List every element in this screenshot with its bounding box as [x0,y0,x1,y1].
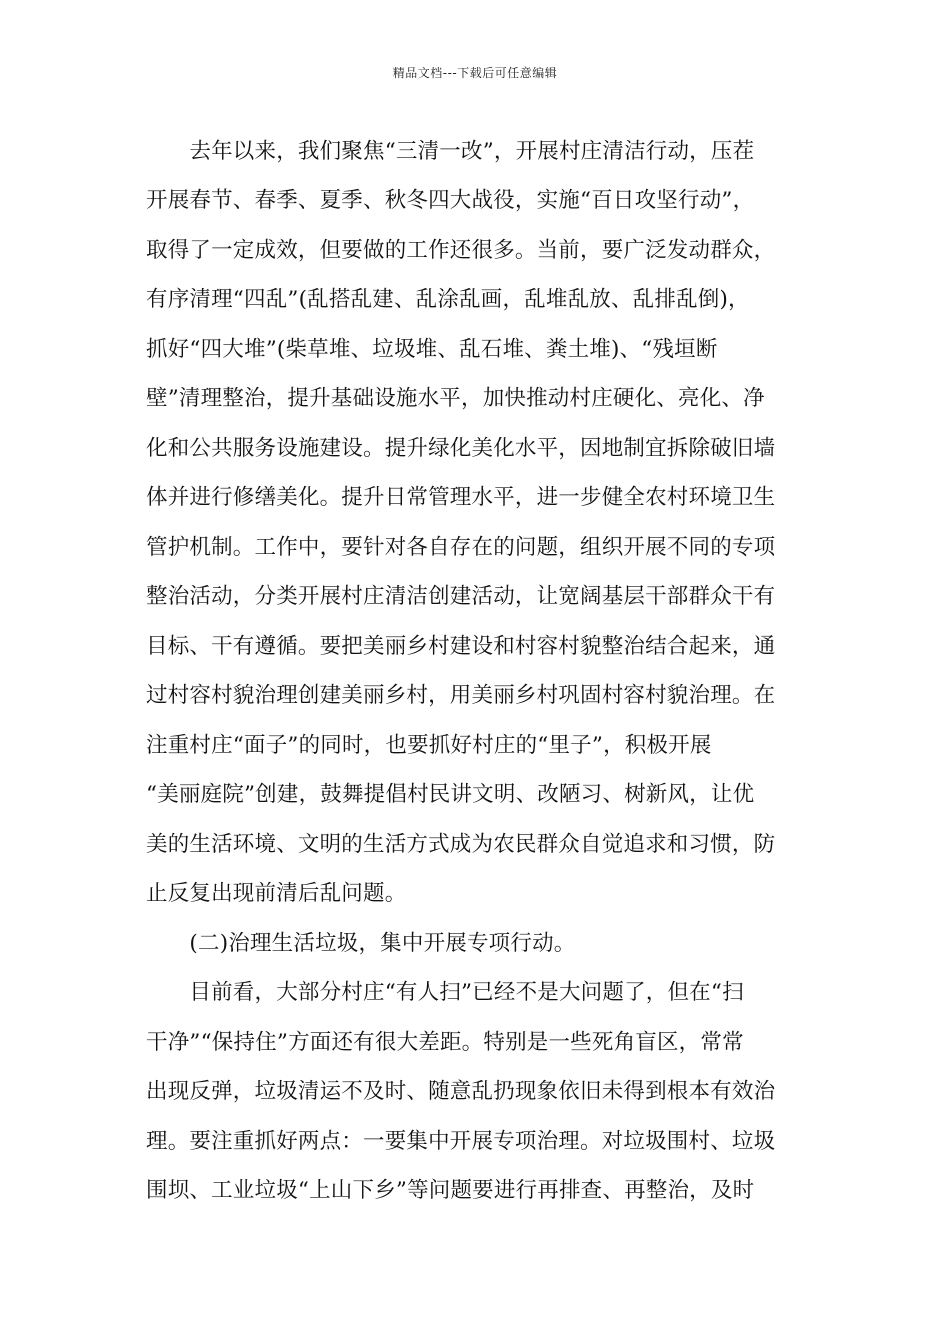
body-line: “美丽庭院”创建，鼓舞提倡村民讲文明、改陋习、树新风，让优 [146,782,755,807]
body-line: 干净”“保持住”方面还有很大差距。特别是一些死角盲区，常常 [146,1030,744,1055]
body-line: 止反复出现前清后乱问题。 [146,881,407,906]
body-line: 化和公共服务设施建设。提升绿化美化水平，因地制宜拆除破旧墙 [146,436,776,461]
body-line: 开展春节、春季、夏季、秋冬四大战役，实施“百日攻坚行动”， [146,188,755,213]
section-heading: (二)治理生活垃圾，集中开展专项行动。 [146,931,576,956]
body-line: 美的生活环境、文明的生活方式成为农民群众自觉追求和习惯，防 [146,832,776,857]
body-line: 取得了一定成效，但要做的工作还很多。当前，要广泛发动群众， [146,238,776,263]
body-line: 围坝、工业垃圾“上山下乡”等问题要进行再排查、再整治，及时 [146,1178,755,1203]
body-line: 体并进行修缮美化。提升日常管理水平，进一步健全农村环境卫生 [146,485,776,510]
body-line: 壁”清理整治，提升基础设施水平，加快推动村庄硬化、亮化、净 [146,386,765,411]
page-header: 精品文档---下载后可任意编辑 [392,66,558,80]
body-line: 目标、干有遵循。要把美丽乡村建设和村容村貌整治结合起来，通 [146,634,776,659]
body-line: 理。要注重抓好两点：一要集中开展专项治理。对垃圾围村、垃圾 [146,1129,776,1154]
body-line: 过村容村貌治理创建美丽乡村，用美丽乡村巩固村容村貌治理。在 [146,683,776,708]
body-line: 抓好“四大堆”(柴草堆、垃圾堆、乱石堆、粪土堆)、“残垣断 [146,337,718,362]
body-line: 注重村庄“面子”的同时，也要抓好村庄的“里子”，积极开展 [146,733,712,758]
body-line: 管护机制。工作中，要针对各自存在的问题，组织开展不同的专项 [146,535,776,560]
body-line: 有序清理“四乱”(乱搭乱建、乱涂乱画，乱堆乱放、乱排乱倒)， [146,287,750,312]
body-line: 出现反弹，垃圾清运不及时、随意乱扔现象依旧未得到根本有效治 [146,1079,776,1104]
body-line: 去年以来，我们聚焦“三清一改”，开展村庄清洁行动，压茬 [146,139,755,164]
body-line: 整治活动，分类开展村庄清洁创建活动，让宽阔基层干部群众干有 [146,584,776,609]
body-line: 目前看，大部分村庄“有人扫”已经不是大问题了，但在“扫 [146,980,744,1005]
